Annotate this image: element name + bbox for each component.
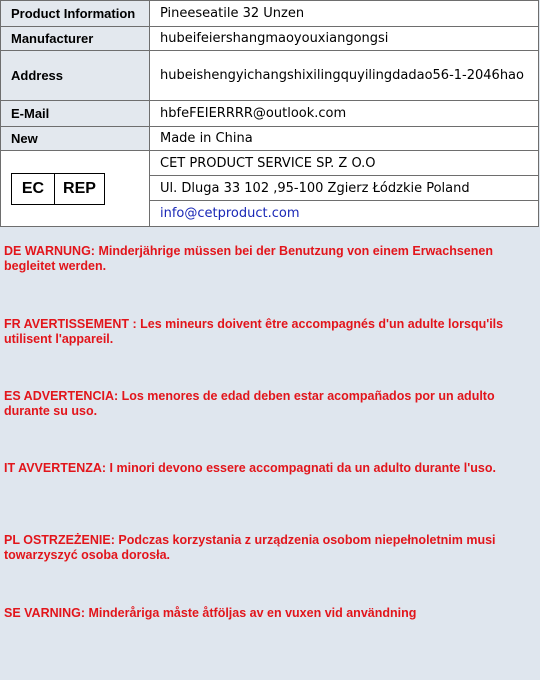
product-info-table <box>0 0 539 227</box>
warning-es: ES ADVERTENCIA: Los menores de edad deben estar acompañados por un adulto durante su uso. <box>4 389 495 418</box>
rep-email-link[interactable]: info@cetproduct.com <box>160 206 300 221</box>
row-rep-company <box>1 151 539 176</box>
warning-fr: FR AVERTISSEMENT : Les mineurs doivent être accompagnés d'un adulte lorsqu'ils utilisent l'appareil. <box>4 317 504 346</box>
rep-company: CET PRODUCT SERVICE SP. Z O.O <box>150 151 539 176</box>
rep-label: REP <box>63 179 96 197</box>
rep-email-cell <box>150 201 539 227</box>
value-product-information: Pineeseatile 32 Unzen <box>150 1 539 27</box>
row-address <box>1 51 539 101</box>
ec-label: EC <box>12 174 55 204</box>
warning-pl: PL OSTRZEŻENIE: Podczas korzystania z urządzenia osobom niepełnoletnim musi towarzyszyć osoba dorosła. <box>4 533 496 562</box>
label-product-information: Product Information <box>1 1 150 27</box>
label-address: Address <box>1 51 150 101</box>
label-manufacturer: Manufacturer <box>1 27 150 51</box>
row-product-information <box>1 1 539 27</box>
ec-rep-cell <box>1 151 150 227</box>
row-manufacturer <box>1 27 539 51</box>
warning-se: SE VARNING: Minderåriga måste åtföljas av en vuxen vid användning <box>4 606 417 620</box>
value-address: hubeishengyichangshixilingquyilingdadao56-1-2046hao <box>150 51 539 101</box>
value-email: hbfeFEIERRRR@outlook.com <box>150 101 539 127</box>
warning-de: DE WARNUNG: Minderjährige müssen bei der Benutzung von einem Erwachsenen begleitet werden. <box>4 244 493 273</box>
label-email: E-Mail <box>1 101 150 127</box>
value-new: Made in China <box>150 127 539 151</box>
ec-rep-symbol <box>11 173 105 205</box>
warning-it: IT AVVERTENZA: I minori devono essere accompagnati da un adulto durante l'uso. <box>4 461 496 475</box>
row-email <box>1 101 539 127</box>
label-new: New <box>1 127 150 151</box>
row-new <box>1 127 539 151</box>
rep-address: Ul. Dluga 33 102 ,95-100 Zgierz Łódzkie Poland <box>150 176 539 201</box>
value-manufacturer: hubeifeiershangmaoyouxiangongsi <box>150 27 539 51</box>
